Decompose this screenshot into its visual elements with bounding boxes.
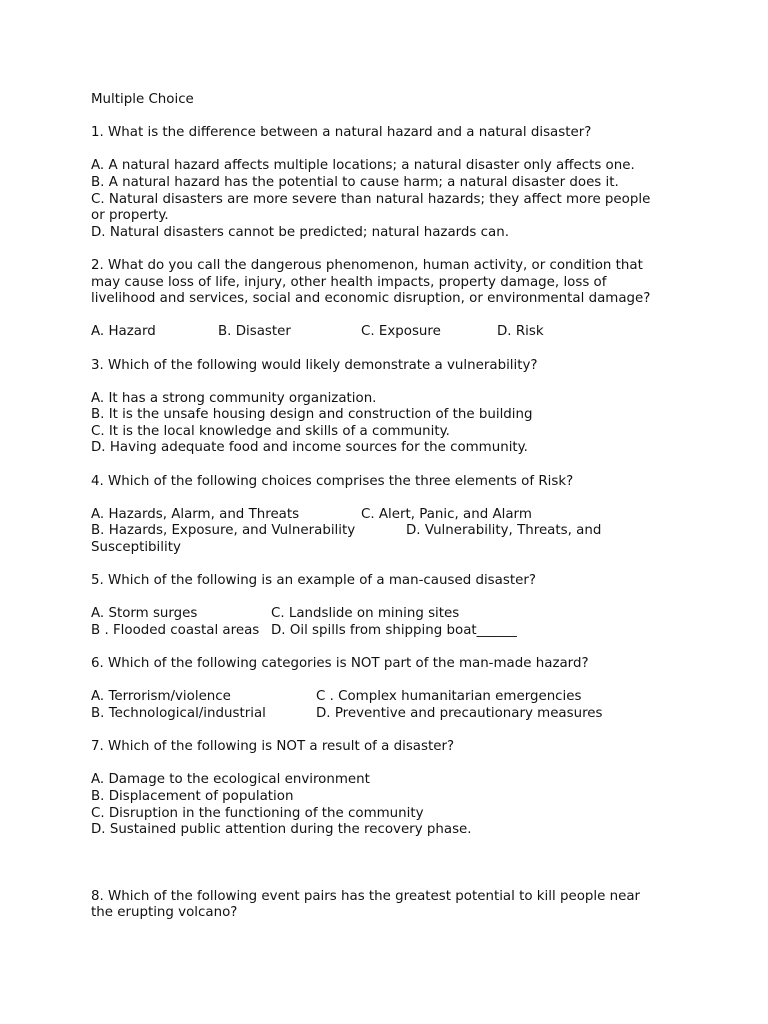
- question-3: [91, 358, 681, 458]
- choice-b: B. A natural hazard has the potential to cause harm; a natural disaster does it.: [91, 174, 619, 190]
- question-text-line-3: livelihood and services, social and economic disruption, or environmental damage?: [91, 291, 651, 307]
- choices-row-2: [91, 523, 681, 540]
- question-text-line-2: may cause loss of life, injury, other health impacts, property damage, loss of: [91, 274, 607, 290]
- choice-d: D. Sustained public attention during the recovery phase.: [91, 822, 472, 838]
- choices-row-1: [91, 606, 681, 623]
- choice-d: D. Preventive and precautionary measures: [316, 705, 603, 721]
- question-text: 4. Which of the following choices comprises the three elements of Risk?: [91, 473, 574, 489]
- question-text-line-2: the erupting volcano?: [91, 905, 238, 921]
- question-text: 1. What is the difference between a natural hazard and a natural disaster?: [91, 125, 592, 141]
- choice-d: D. Natural disasters cannot be predicted; natural hazards can.: [91, 224, 509, 240]
- question-text: 6. Which of the following categories is NOT part of the man-made hazard?: [91, 656, 589, 672]
- choice-b: B. Disaster: [218, 324, 291, 340]
- question-5: [91, 573, 681, 639]
- choice-c-continued: or property.: [91, 208, 169, 224]
- question-6: [91, 656, 681, 722]
- question-8: [91, 889, 681, 922]
- choice-d: D. Risk: [497, 324, 544, 340]
- section-heading: Multiple Choice: [91, 92, 194, 107]
- choice-d-continued: Susceptibility: [91, 540, 181, 556]
- question-text: 2. What do you call the dangerous phenomenon, human activity, or condition that: [91, 257, 643, 273]
- choice-a: A. A natural hazard affects multiple locations; a natural disaster only affects one.: [91, 158, 635, 174]
- choice-c: C. Landslide on mining sites: [271, 606, 460, 622]
- choice-d: D. Oil spills from shipping boat______: [271, 623, 517, 638]
- choices-row-1: [91, 507, 681, 524]
- document-body: [91, 92, 681, 922]
- choice-b: B. It is the unsafe housing design and construction of the building: [91, 407, 533, 423]
- choice-a: A. Damage to the ecological environment: [91, 772, 370, 788]
- choice-b: B. Technological/industrial: [91, 705, 266, 721]
- choice-c: C. Alert, Panic, and Alarm: [361, 506, 532, 522]
- choice-d: D. Vulnerability, Threats, and: [406, 523, 602, 539]
- choice-c: C . Complex humanitarian emergencies: [316, 689, 582, 705]
- choice-a: A. Hazards, Alarm, and Threats: [91, 506, 300, 522]
- question-7: [91, 739, 681, 839]
- question-text: 8. Which of the following event pairs has the greatest potential to kill people near: [91, 888, 641, 904]
- choices-row-2: [91, 623, 681, 640]
- choice-a: A. Terrorism/violence: [91, 689, 231, 705]
- choice-b: B. Displacement of population: [91, 788, 294, 804]
- question-2: [91, 258, 681, 341]
- question-4: [91, 474, 681, 557]
- choice-d: D. Having adequate food and income sources for the community.: [91, 440, 528, 456]
- choice-b: B . Flooded coastal areas: [91, 623, 260, 638]
- choice-b: B. Hazards, Exposure, and Vulnerability: [91, 523, 356, 539]
- choice-a: A. It has a strong community organization.: [91, 390, 377, 406]
- choice-c: C. Disruption in the functioning of the community: [91, 805, 424, 821]
- choice-a: A. Storm surges: [91, 606, 198, 622]
- choice-a: A. Hazard: [91, 324, 156, 340]
- question-text: 3. Which of the following would likely demonstrate a vulnerability?: [91, 357, 538, 373]
- choices-row: [91, 324, 681, 341]
- choice-c: C. It is the local knowledge and skills of a community.: [91, 423, 450, 439]
- choices-row-1: [91, 689, 681, 706]
- question-1: [91, 125, 681, 241]
- question-text: 5. Which of the following is an example of a man-caused disaster?: [91, 573, 536, 589]
- choice-c: C. Exposure: [361, 324, 441, 340]
- choice-c: C. Natural disasters are more severe than natural hazards; they affect more people: [91, 191, 651, 207]
- choices-row-2: [91, 706, 681, 723]
- question-text: 7. Which of the following is NOT a result of a disaster?: [91, 739, 455, 755]
